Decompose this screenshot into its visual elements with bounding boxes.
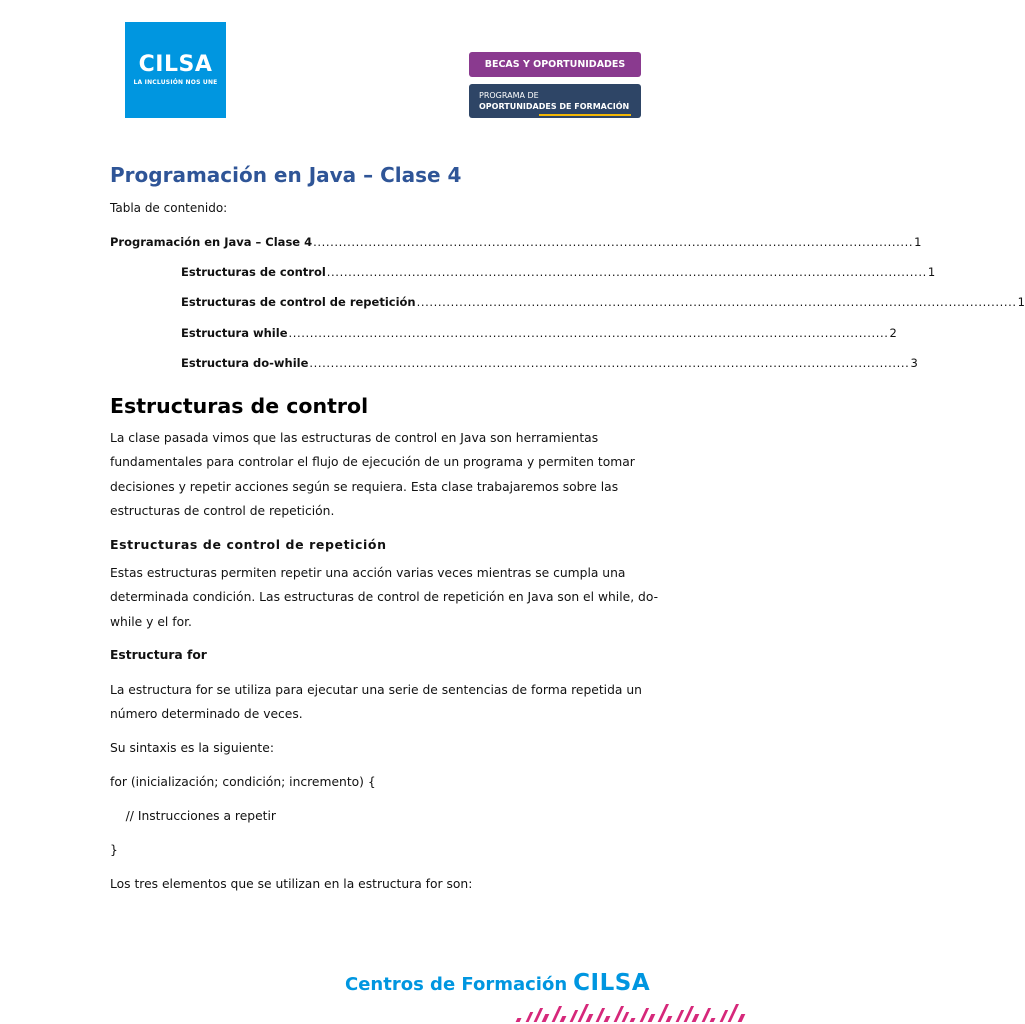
programa-underline — [539, 114, 631, 116]
toc-heading: Tabla de contenido: — [110, 201, 228, 215]
toc-entry[interactable] — [110, 235, 922, 251]
decorative-pattern — [520, 1004, 760, 1024]
toc-leader: ............................................................................................................................................. — [416, 295, 1017, 309]
subsection-heading: Estructuras de control de repetición — [110, 537, 387, 552]
toc-entry[interactable] — [181, 265, 936, 281]
becas-badge: BECAS Y OPORTUNIDADES — [469, 52, 641, 77]
repetition-paragraph: Estas estructuras permiten repetir una acción varias veces mientras se cumpla una determinada condición. Las estructuras de control de repetición en Java son el while, do-while y el for. — [110, 566, 659, 629]
toc-entry-label: Programación en Java – Clase 4 — [110, 235, 313, 249]
cilsa-logo — [125, 22, 226, 118]
logo-brand: CILSA — [138, 52, 213, 77]
toc-entry-label: Estructura while — [181, 326, 288, 340]
toc-entry[interactable] — [181, 356, 918, 372]
footer-label: Centros de Formación — [345, 974, 568, 995]
toc-leader: ............................................................................................................................................. — [313, 235, 914, 249]
for-heading: Estructura for — [110, 648, 207, 662]
toc-entry-label: Estructura do-while — [181, 356, 309, 370]
logo-tagline: LA INCLUSIÓN NOS UNE — [133, 79, 218, 86]
programa-line2: OPORTUNIDADES DE FORMACIÓN — [479, 102, 630, 111]
syntax-intro: Su sintaxis es la siguiente: — [110, 741, 274, 755]
code-line: // Instrucciones a repetir — [110, 809, 276, 823]
toc-entry[interactable] — [181, 295, 1025, 311]
toc-leader: ............................................................................................................................................. — [326, 265, 927, 279]
toc-entry-page: 1 — [914, 235, 922, 249]
code-line: } — [110, 843, 118, 857]
section-heading: Estructuras de control — [110, 394, 369, 418]
toc-entry[interactable] — [181, 326, 897, 342]
for-description: La estructura for se utiliza para ejecutar una serie de sentencias de forma repetida un número determinado de veces. — [110, 683, 642, 722]
toc-entry-label: Estructuras de control de repetición — [181, 295, 416, 309]
toc-entry-page: 1 — [927, 265, 936, 279]
footer-logo-text: CILSA — [573, 970, 651, 996]
toc-entry-page: 1 — [1017, 295, 1025, 309]
page-title: Programación en Java – Clase 4 — [110, 163, 462, 187]
programa-line1: PROGRAMA DE — [479, 91, 539, 100]
toc-leader: ............................................................................................................................................. — [288, 326, 889, 340]
toc-entry-label: Estructuras de control — [181, 265, 326, 279]
intro-paragraph: La clase pasada vimos que las estructuras de control en Java son herramientas fundamentales para controlar el flujo de ejecución de un programa y permiten tomar decisiones y repetir acciones según se requiera. Esta clase trabajaremos sobre las estructuras de control de repetición. — [110, 431, 635, 518]
code-line: for (inicialización; condición; incremento) { — [110, 775, 376, 789]
toc-entry-page: 3 — [910, 356, 918, 370]
elements-intro: Los tres elementos que se utilizan en la estructura for son: — [110, 877, 473, 891]
footer-brand — [345, 970, 650, 996]
toc-leader: ............................................................................................................................................. — [309, 356, 910, 370]
programa-badge — [469, 84, 641, 118]
toc-entry-page: 2 — [889, 326, 897, 340]
